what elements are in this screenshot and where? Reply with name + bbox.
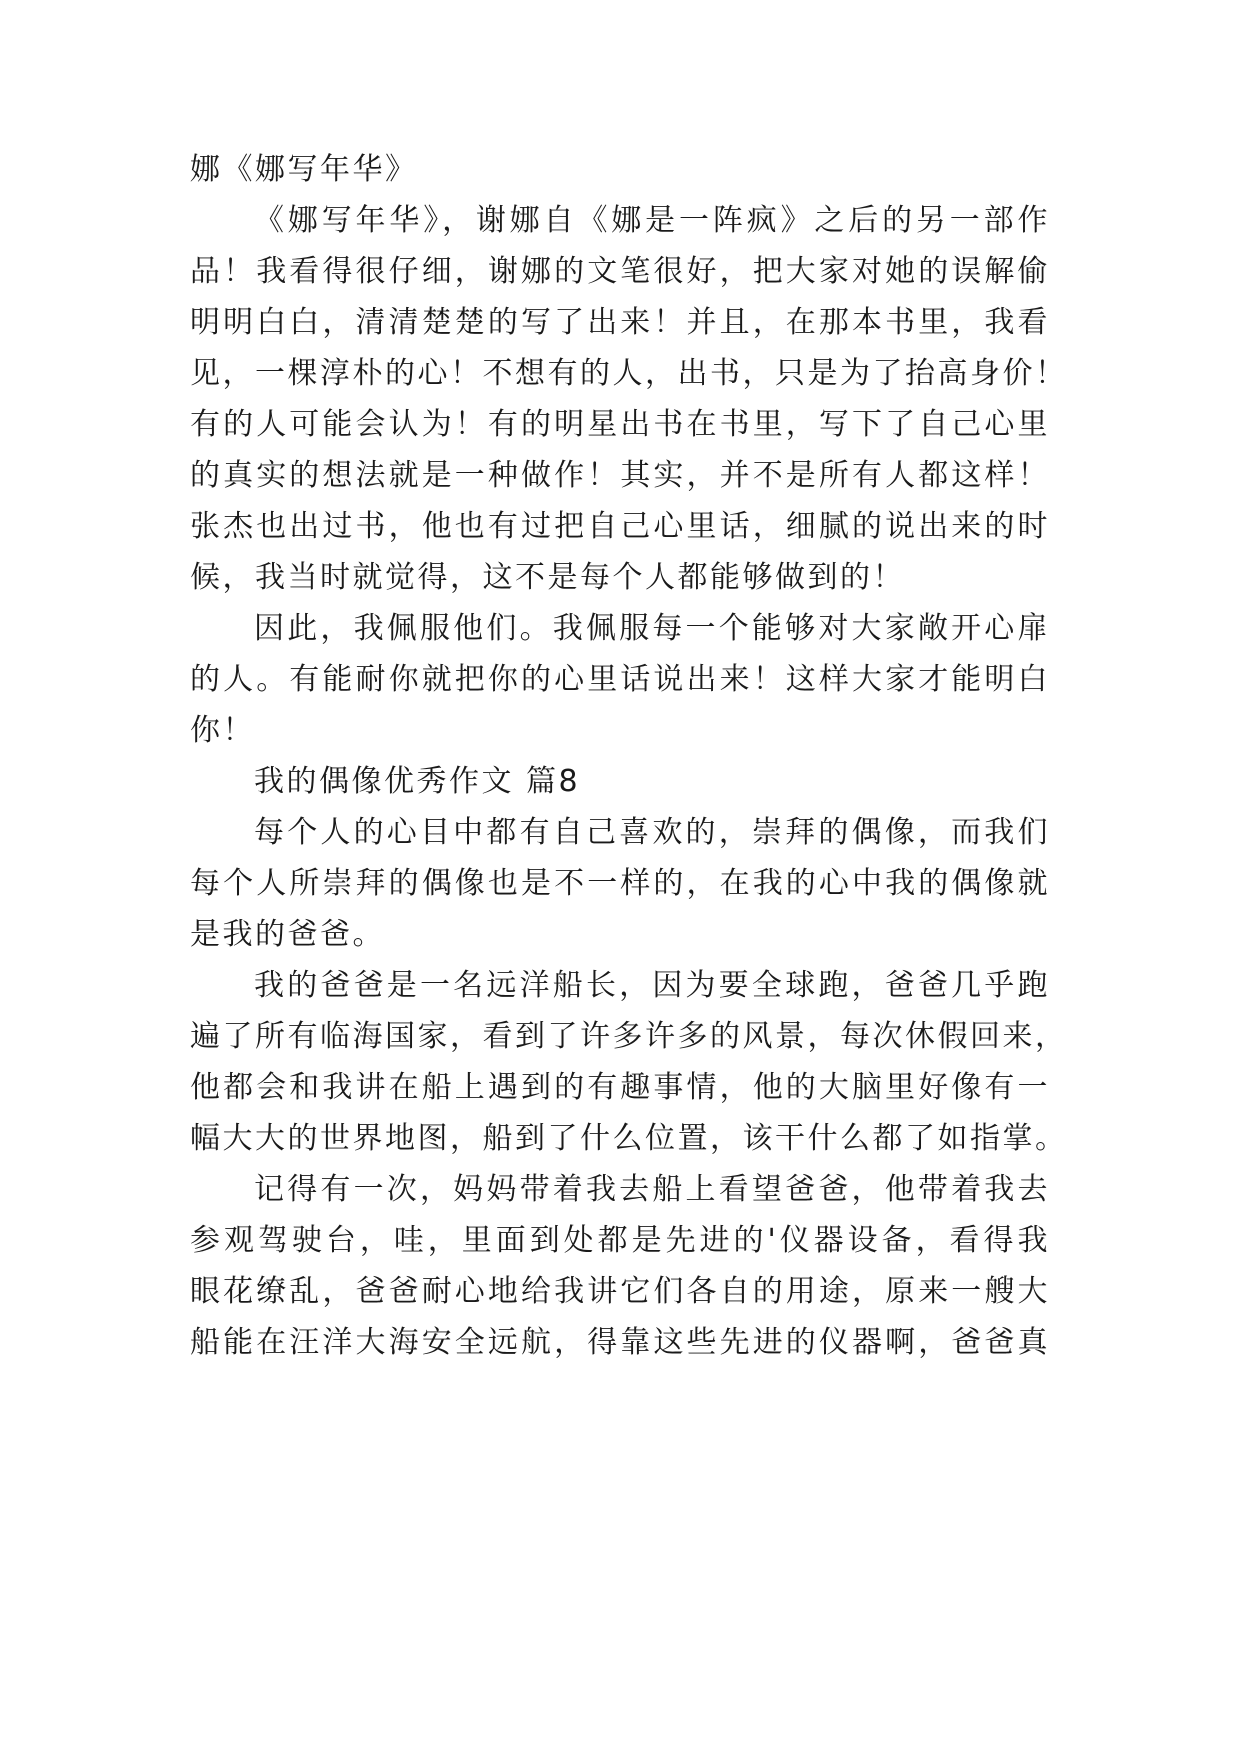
text-line: 娜《娜写年华》 [190,152,418,187]
text-line: 的人。有能耐你就把你的心里话说出来！这样大家才能明白 [190,662,1050,697]
text-line: 遍了所有临海国家，看到了许多许多的风景，每次休假回来， [190,1019,1068,1054]
section-heading: 我的偶像优秀作文 篇8 [254,764,581,799]
paragraph-first-line: 记得有一次，妈妈带着我去船上看望爸爸，他带着我去 [254,1172,1050,1207]
text-line: 每个人所崇拜的偶像也是不一样的，在我的心中我的偶像就 [190,866,1050,901]
text-line: 你！ [190,713,255,748]
text-line: 幅大大的世界地图，船到了什么位置，该干什么都了如指掌。 [190,1121,1068,1156]
text-line: 眼花缭乱，爸爸耐心地给我讲它们各自的用途，原来一艘大 [190,1274,1050,1309]
text-line: 品！我看得很仔细，谢娜的文笔很好，把大家对她的误解偷 [190,254,1050,289]
paragraph-first-line: 我的爸爸是一名远洋船长，因为要全球跑，爸爸几乎跑 [254,968,1050,1003]
text-line: 有的人可能会认为！有的明星出书在书里，写下了自己心里 [190,407,1050,442]
text-line: 参观驾驶台，哇，里面到处都是先进的'仪器设备，看得我 [190,1223,1050,1258]
text-line: 的真实的想法就是一种做作！其实，并不是所有人都这样！ [190,458,1050,493]
paragraph-first-line: 《娜写年华》，谢娜自《娜是一阵疯》之后的另一部作 [254,203,1050,238]
text-line: 船能在汪洋大海安全远航，得靠这些先进的仪器啊，爸爸真 [190,1325,1050,1360]
text-line: 张杰也出过书，他也有过把自己心里话，细腻的说出来的时 [190,509,1050,544]
text-line: 是我的爸爸。 [190,917,385,952]
text-line: 见，一棵淳朴的心！不想有的人，出书，只是为了抬高身价！ [190,356,1068,391]
text-line: 他都会和我讲在船上遇到的有趣事情，他的大脑里好像有一 [190,1070,1050,1105]
text-line: 明明白白，清清楚楚的写了出来！并且，在那本书里，我看 [190,305,1050,340]
paragraph-first-line: 每个人的心目中都有自己喜欢的，崇拜的偶像，而我们 [254,815,1050,850]
text-line: 候，我当时就觉得，这不是每个人都能够做到的！ [190,560,905,595]
paragraph-first-line: 因此，我佩服他们。我佩服每一个能够对大家敞开心扉 [254,611,1050,646]
